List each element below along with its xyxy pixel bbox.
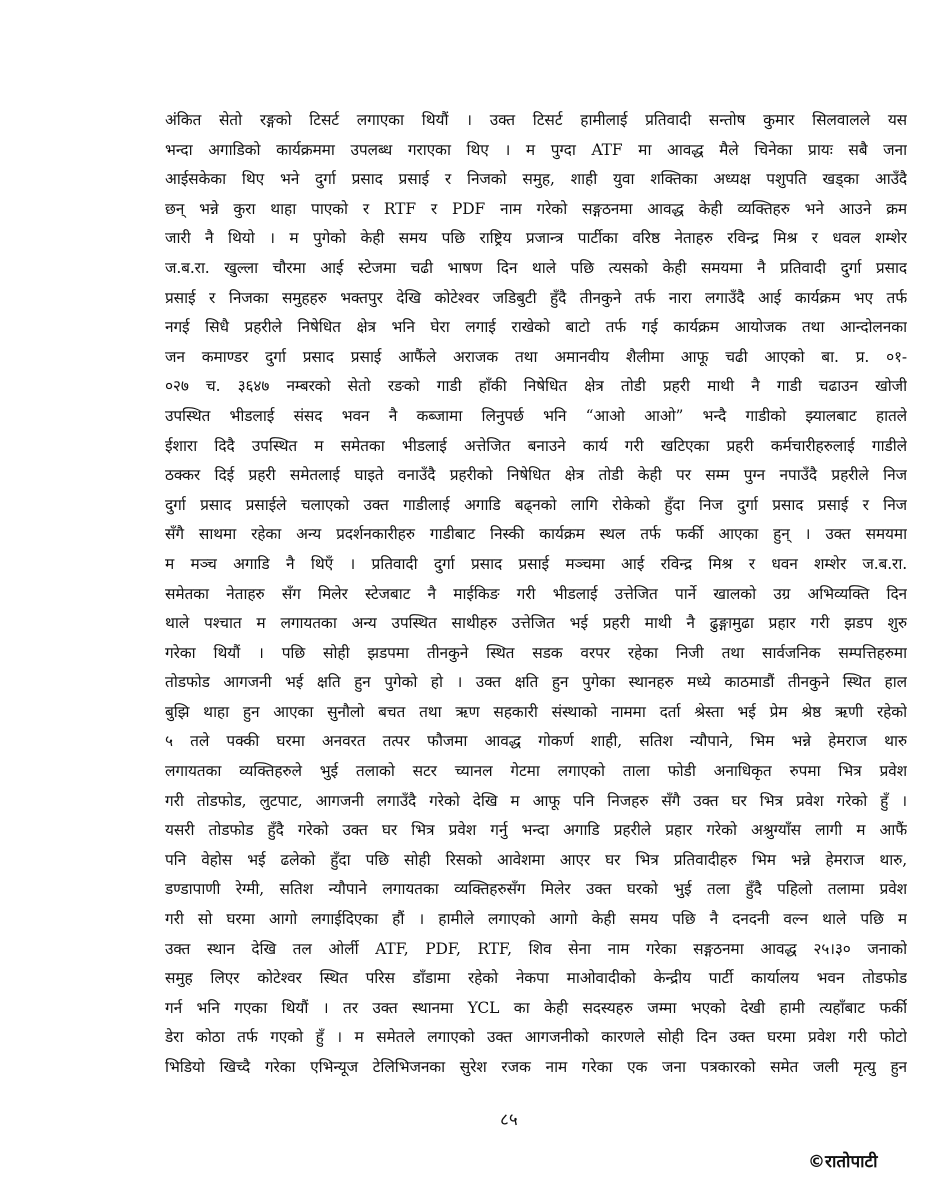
text-line-17: समेतका नेताहरु सँग मिलेर स्टेजबाट नै माईकिङ गरी भीडलाई उत्तेजित पार्ने खालको उग्र अभिव्यक्ति दिन <box>165 584 907 603</box>
text-line-21: बुझि थाहा हुन आएका सुनौलो बचत तथा ऋण सहकारी संस्थाको नाममा दर्ता श्रेस्ता भई प्रेम श्रेष्ठ ऋणी रहेको <box>165 702 907 721</box>
text-line-26: पनि वेहोस भई ढलेको हुँदा पछि सोही रिसको आवेशमा आएर घर भित्र प्रतिवादीहरु भिम भन्ने हेमराज थारु, <box>165 850 907 869</box>
text-line-32: डेरा कोठा तर्फ गएको हुँ । म समेतले लगाएको उक्त आगजनीको कारणले सोही दिन उक्त घरमा प्रवेश गरी फोटो <box>165 1028 907 1047</box>
text-line-23: लगायतका व्यक्तिहरुले भुई तलाको सटर च्यानल गेटमा लगाएको ताला फोडी अनाधिकृत रुपमा भित्र प्रवेश <box>165 762 907 781</box>
text-line-12: ईशारा दिदै उपस्थित म समेतका भीडलाई अत्तेजित बनाउने कार्य गरी खटिएका प्रहरी कर्मचारीहरुलाई गाडीले <box>165 436 907 455</box>
text-line-8: नगई सिधै प्रहरीले निषेधित क्षेत्र भनि घेरा लगाई राखेको बाटो तर्फ गई कार्यक्रम आयोजक तथा आन्दोलनका <box>165 318 907 337</box>
text-line-22: ५ तले पक्की घरमा अनवरत तत्पर फौजमा आवद्ध गोकर्ण शाही, सतिश न्यौपाने, भिम भन्ने हेमराज थारु <box>165 732 907 751</box>
body-text <box>165 106 907 1083</box>
text-line-15: सँगै साथमा रहेका अन्य प्रदर्शनकारीहरु गाडीबाट निस्की कार्यक्रम स्थल तर्फ फर्की आएका हुन् । उक्त समयमा <box>165 525 907 544</box>
text-line-11: उपस्थित भीडलाई संसद भवन नै कब्जामा लिनुपर्छ भनि “आओ आओ” भन्दै गाडीको झ्यालबाट हातले <box>165 406 907 425</box>
text-line-14: दुर्गा प्रसाद प्रसाईले चलाएको उक्त गाडीलाई अगाडि बढ्नको लागि रोकेको हुँदा निज दुर्गा प्रसाद प्रसाई र निज <box>165 495 907 514</box>
text-line-28: गरी सो घरमा आगो लगाईदिएका हौं । हामीले लगाएको आगो केही समय पछि नै दनदनी वल्न थाले पछि म <box>165 910 907 929</box>
text-line-27: डण्डापाणी रेग्मी, सतिश न्यौपाने लगायतका व्यक्तिहरुसँग मिलेर उक्त घरको भुई तला हुँदै पहिलो तलामा प्रवेश <box>165 880 907 899</box>
page-number: ८५ <box>500 1110 518 1130</box>
text-line-5: जारी नै थियो । म पुगेको केही समय पछि राष्ट्रिय प्रजान्त्र पार्टीका वरिष्ठ नेताहरु रविन्द्र मिश्र र धवल शम्शेर <box>165 229 907 248</box>
text-line-31: गर्न भनि गएका थियौं । तर उक्त स्थानमा YCL का केही सदस्यहरु जम्मा भएको देखी हामी त्यहाँबाट फर्की <box>165 998 907 1017</box>
text-line-13: ठक्कर दिई प्रहरी समेतलाई घाइते वनाउँदै प्रहरीको निषेधित क्षेत्र तोडी केही पर सम्म पुग्न नपाउँदै प्रहरीले निज <box>165 466 907 485</box>
text-line-18: थाले पश्चात म लगायतका अन्य उपस्थित साथीहरु उत्तेजित भई प्रहरी माथी नै ढुङ्गामुढा प्रहार गरी झडप शुरु <box>165 614 907 633</box>
text-line-3: आईसकेका थिए भने दुर्गा प्रसाद प्रसाई र निजको समुह, शाही युवा शक्तिका अध्यक्ष पशुपति खड्का आउँदै <box>165 170 907 189</box>
text-line-7: प्रसाई र निजका समुहहरु भक्तपुर देखि कोटेश्वर जडिबुटी हुँदै तीनकुने तर्फ नारा लगाउँदै आई कार्यक्रम भए तर्फ <box>165 288 907 307</box>
text-line-20: तोडफोड आगजनी भई क्षति हुन पुगेको हो । उक्त क्षति हुन पुगेका स्थानहरु मध्ये काठमाडौं तीनकुने स्थित हाल <box>165 673 907 692</box>
text-line-6: ज.ब.रा. खुल्ला चौरमा आई स्टेजमा चढी भाषण दिन थाले पछि त्यसको केही समयमा नै प्रतिवादी दुर्गा प्रसाद <box>165 258 907 277</box>
text-line-29: उक्त स्थान देखि तल ओर्ली ATF, PDF, RTF, शिव सेना नाम गरेका सङ्गठनमा आवद्ध २५।३० जनाको <box>165 939 907 958</box>
ratopati-watermark: ©रातोपाटी <box>808 1152 878 1172</box>
text-line-2: भन्दा अगाडिको कार्यक्रममा उपलब्ध गराएका थिए । म पुग्दा ATF मा आवद्ध मैले चिनेका प्रायः सबै जना <box>165 140 907 159</box>
text-line-4: छन् भन्ने कुरा थाहा पाएको र RTF र PDF नाम गरेको सङ्गठनमा आवद्ध केही व्यक्तिहरु भने आउने क्रम <box>165 199 907 218</box>
text-line-25: यसरी तोडफोड हुँदै गरेको उक्त घर भित्र प्रवेश गर्नु भन्दा अगाडि प्रहरीले प्रहार गरेको अश्रुग्याँस लागी म आफैं <box>165 821 907 840</box>
text-line-33: भिडियो खिच्दै गरेका एभिन्यूज टेलिभिजनका सुरेश रजक नाम गरेका एक जना पत्रकारको समेत जली मृत्यु हुन <box>165 1058 907 1076</box>
text-line-9: जन कमाण्डर दुर्गा प्रसाद प्रसाई आफैंले अराजक तथा अमानवीय शैलीमा आफू चढी आएको बा. प्र. ०१- <box>165 347 907 366</box>
text-line-1: अंकित सेतो रङ्गको टिसर्ट लगाएका थियौं । उक्त टिसर्ट हामीलाई प्रतिवादी सन्तोष कुमार सिलवालले यस <box>165 111 907 129</box>
text-line-16: म मञ्च अगाडि नै थिएँ । प्रतिवादी दुर्गा प्रसाद प्रसाई मञ्चमा आई रविन्द्र मिश्र र धवन शम्शेर ज.ब.रा. <box>165 554 907 573</box>
text-line-30: समुह लिएर कोटेश्वर स्थित परिस डाँडामा रहेको नेकपा माओवादीको केन्द्रीय पार्टी कार्यालय भवन तोडफोड <box>165 969 907 988</box>
text-line-24: गरी तोडफोड, लुटपाट, आगजनी लगाउँदै गरेको देखि म आफू पनि निजहरु सँगै उक्त घर भित्र प्रवेश गरेको हुँ । <box>165 791 907 810</box>
text-line-10: ०२७ च. ३६४७ नम्बरको सेतो रङको गाडी हाँकी निषेधित क्षेत्र तोडी प्रहरी माथी नै गाडी चढाउन खोजी <box>165 377 907 396</box>
text-line-19: गरेका थियौं । पछि सोही झडपमा तीनकुने स्थित सडक वरपर रहेका निजी तथा सार्वजनिक सम्पत्तिहरुमा <box>165 643 907 662</box>
